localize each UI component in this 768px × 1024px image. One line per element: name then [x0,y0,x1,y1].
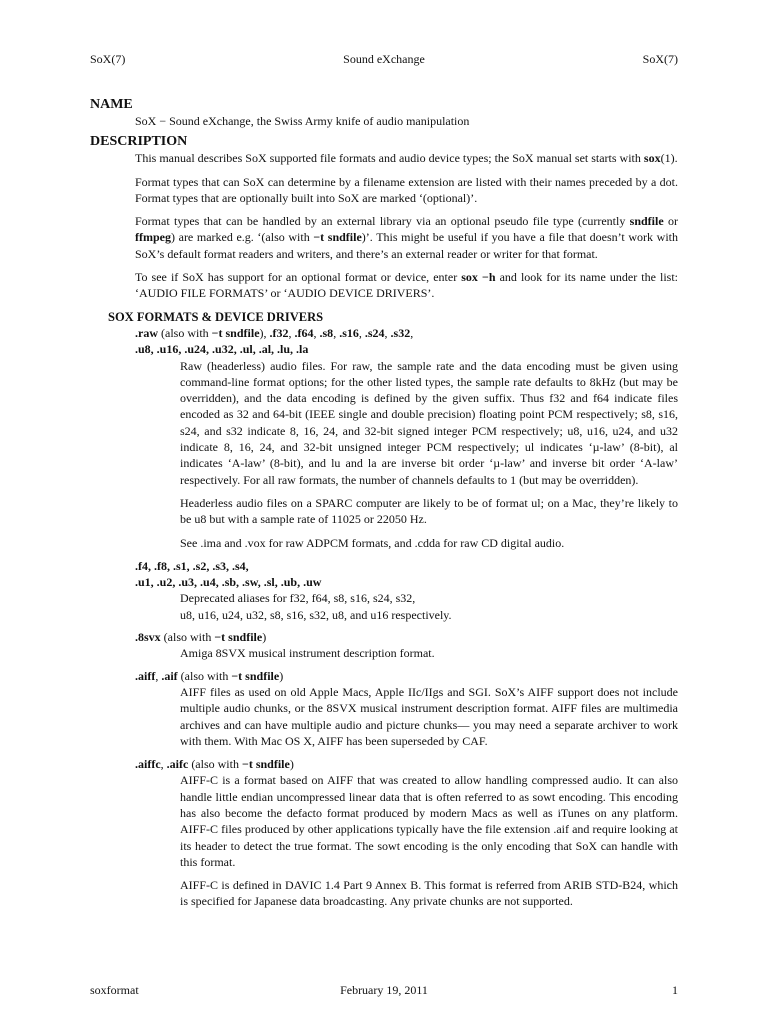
page-footer [90,983,678,997]
format-entry-aiffc [90,756,678,910]
format-description [180,772,678,909]
format-term: .8svx (also with −t sndfile) [135,630,267,645]
footer-center: February 19, 2011 [340,983,428,997]
subsection-heading-formats: SOX FORMATS & DEVICE DRIVERS [108,309,324,324]
format-description [180,358,678,551]
format-entry-aiff [90,668,678,749]
page-body [90,96,678,917]
format-description-line: Deprecated aliases for f32, f64, s8, s16, s24, s32, [180,591,416,606]
description-paragraph: To see if SoX has support for an optional format or device, enter sox −h and look for its name under the list: ‘AUDIO FILE FORMATS’ or ‘AUDIO DEVICE DRIVERS’. [135,270,679,301]
format-description [180,590,678,623]
header-left: SoX(7) [90,52,126,66]
format-description-paragraph: See .ima and .vox for raw ADPCM formats, and .cdda for raw CD digital audio. [180,535,565,550]
format-description-paragraph: Raw (headerless) audio files. For raw, the sample rate and the data encoding must be given using command-line format options; for the other listed types, the sample rate defaults to 8kHz (but may be overridden), and the data encoding is defined by the given suffix. Thus f32 and f64 indicate files encoded as 32 and 64-bit (IEEE single and double precision) floating point PCM respectively; s8, s16, s24, and s32 indicate 8, 16, 24, and 32-bit signed integer PCM respectively; u8, u16, u24, and u32 indicate 8, 16, 24, and 32-bit unsigned integer PCM respectively; ul indicates ‘µ-law’ (8-bit), al indicates ‘A-law’ (8-bit), and lu and la are inverse bit order ‘µ-law’ and inverse bit order ‘A-law’ respectively. For all raw formats, the number of channels defaults to 1 (but may be overridden). [180,358,678,487]
description-paragraph: This manual describes SoX supported file formats and audio device types; the SoX manual set starts with sox(1). [135,151,678,166]
format-term: .f4, .f8, .s1, .s2, .s3, .s4, [135,558,249,573]
format-entry-deprecated [90,558,678,623]
format-entry-raw [90,325,678,551]
page-header [90,52,678,66]
name-text: SoX − Sound eXchange, the Swiss Army knife of audio manipulation [135,114,470,128]
format-term: .aiffc, .aifc (also with −t sndfile) [135,757,294,772]
description-paragraph: Format types that can SoX can determine by a filename extension are listed with their names preceded by a dot. Format types that are optionally built into SoX are marked ‘(optional)’. [135,174,678,205]
header-center: Sound eXchange [343,52,425,66]
format-description [180,645,678,661]
format-description-paragraph: AIFF-C is defined in DAVIC 1.4 Part 9 Annex B. This format is referred from ARIB STD-B24, which is specified for Japanese data broadcasting. Any private chunks are not supported. [180,878,678,909]
format-description [180,684,678,749]
format-description-paragraph: AIFF-C is a format based on AIFF that was created to allow handling compressed audio. It can also handle little endian uncompressed linear data that is often referred to as sowt encoding. This encoding has also become the defacto format produced by modern Macs as well as iTunes on any platform. AIFF-C files produced by other applications typically have the file extension .aif and require looking at its header to detect the true format. The sowt encoding is the only encoding that SoX can handle with this format. [180,773,678,869]
format-entry-8svx [90,629,678,662]
format-description-line: Amiga 8SVX musical instrument description format. [180,646,435,661]
format-term: .aiff, .aif (also with −t sndfile) [135,668,284,683]
header-right: SoX(7) [642,52,678,66]
description-paragraph: Format types that can be handled by an external library via an optional pseudo file type (currently sndfile or ffmpeg) are marked e.g. ‘(also with −t sndfile)’. This might be useful if you have a file that doesn’t work with SoX’s default format readers and writers, and there’s an external reader or writer for that format. [135,214,679,261]
section-heading-name: NAME [90,97,133,112]
format-term: .u1, .u2, .u3, .u4, .sb, .sw, .sl, .ub, .uw [135,575,322,590]
format-description-line: u8, u16, u24, u32, s8, s16, s32, u8, and u16 respectively. [180,607,452,622]
footer-left: soxformat [90,983,139,997]
section-heading-description: DESCRIPTION [90,134,188,150]
format-term: .raw (also with −t sndfile), .f32, .f64, .s8, .s16, .s24, .s32, [135,325,414,340]
format-description-paragraph: Headerless audio files on a SPARC computer are likely to be of format ul; on a Mac, they’re likely to be u8 but with a sample rate of 11025 or 22050 Hz. [180,495,678,527]
footer-right: 1 [672,983,678,997]
format-description-paragraph: AIFF files as used on old Apple Macs, Apple IIc/IIgs and SGI. SoX’s AIFF support does not include multiple audio chunks, or the 8SVX musical instrument description format. AIFF files are multimedia archives and can have multiple audio and picture chunks— you may need a separate archiver to work with them. With Mac OS X, AIFF has been superseded by CAF. [180,684,678,748]
format-term: .u8, .u16, .u24, .u32, .ul, .al, .lu, .la [135,342,309,357]
